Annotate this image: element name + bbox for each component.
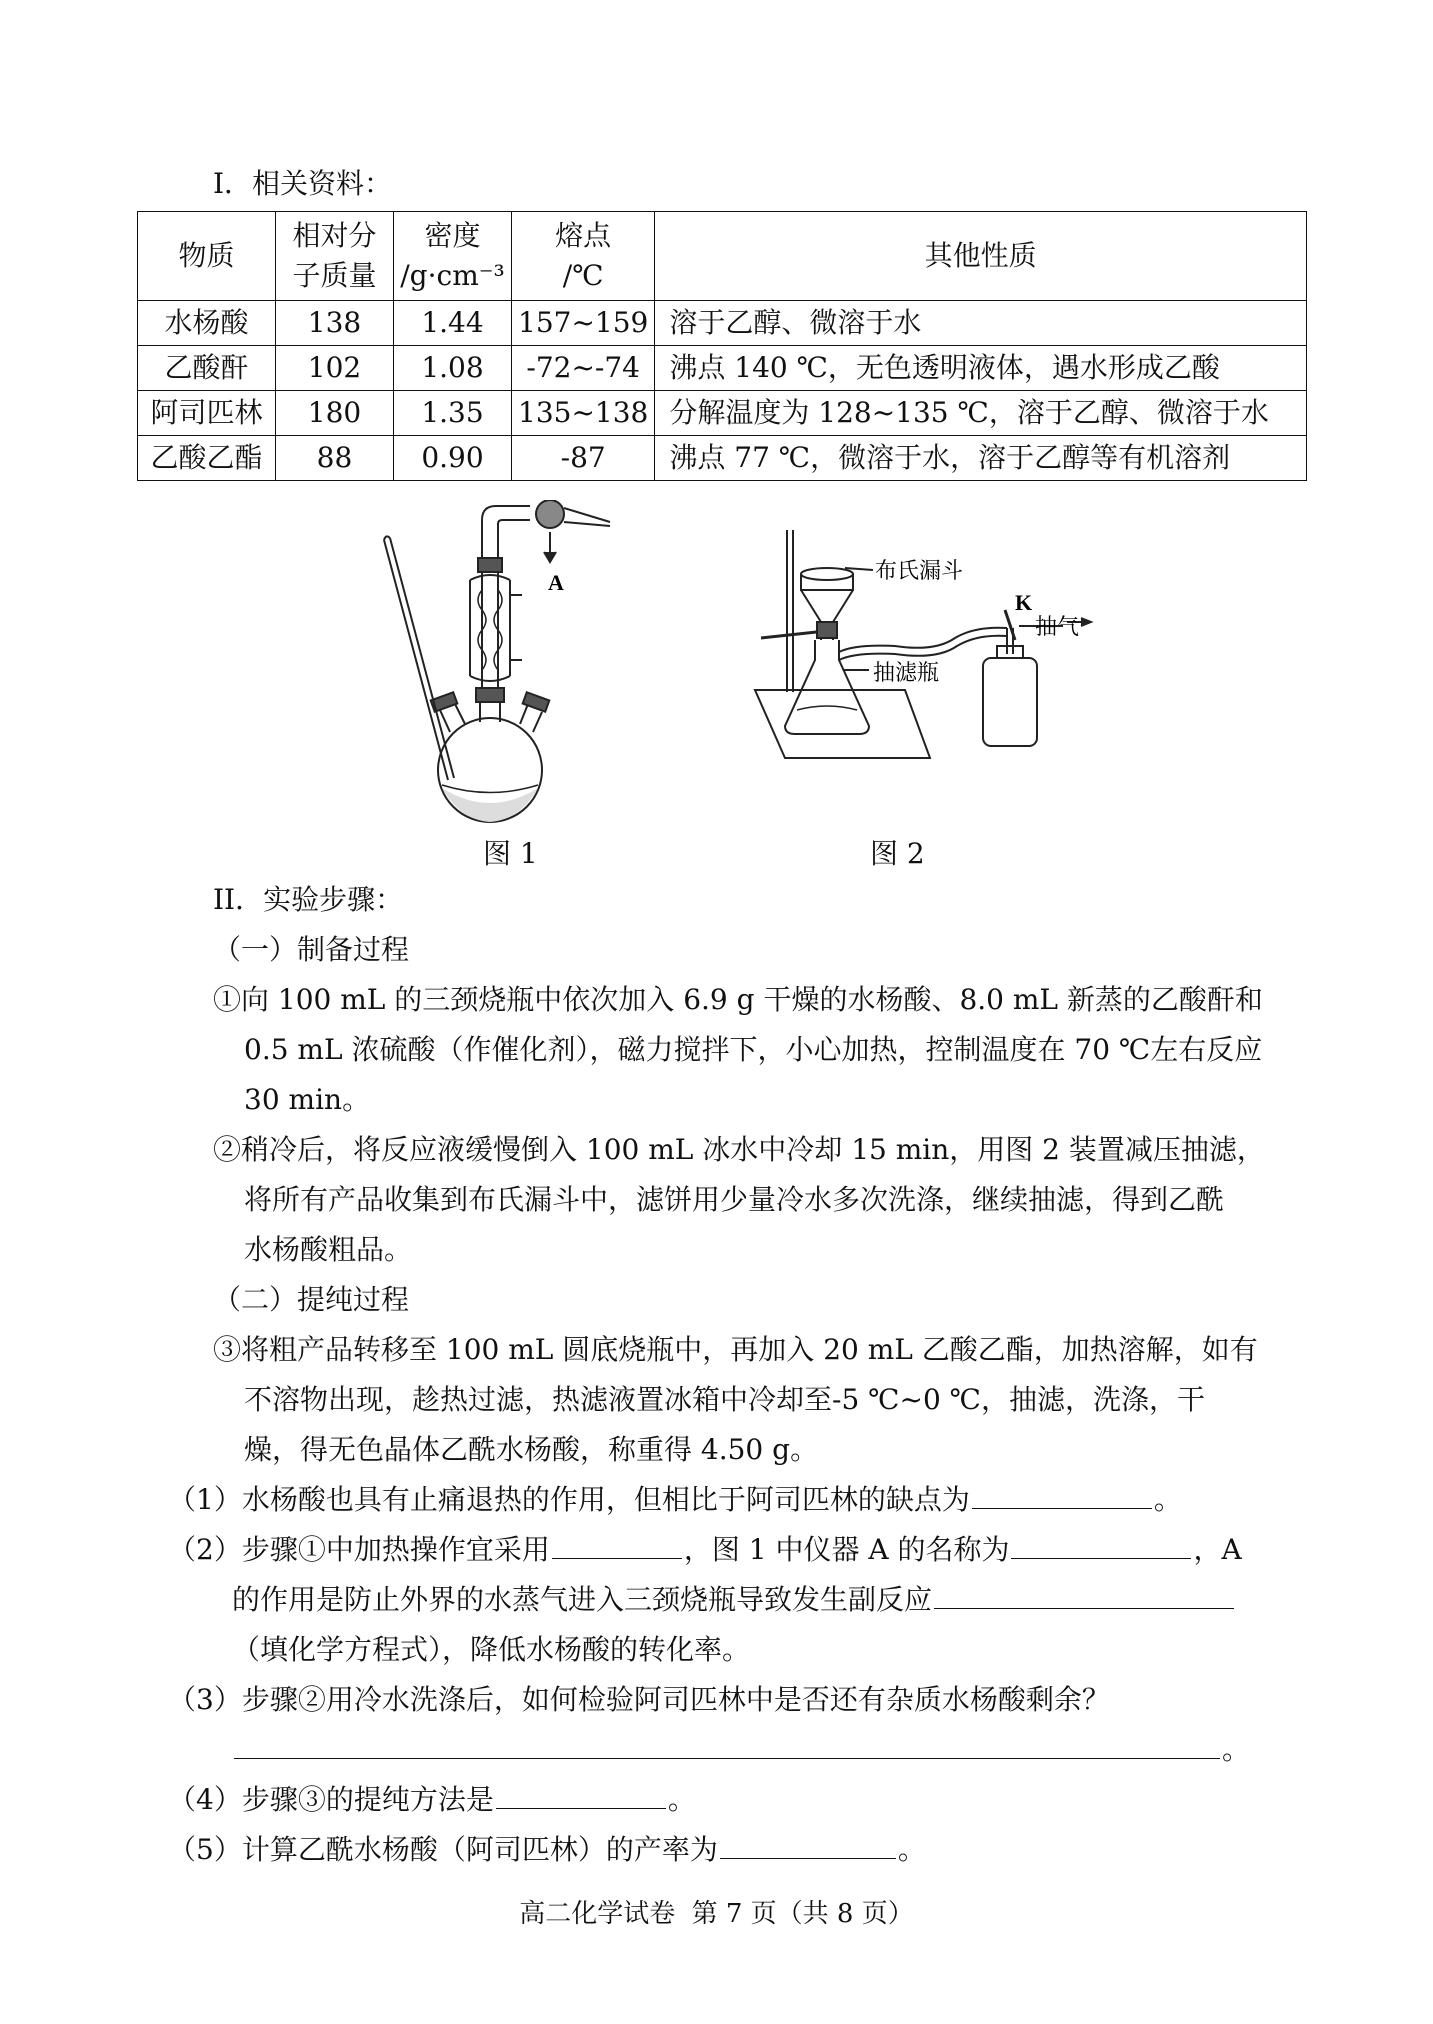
cell-name: 水杨酸: [138, 301, 276, 346]
footer-subject: 高二化学试卷: [519, 1899, 676, 1929]
table-row: [138, 346, 1307, 391]
drying-tube-a: [536, 500, 564, 528]
answer-blank[interactable]: [720, 1830, 896, 1859]
cell-mw: 102: [276, 346, 394, 391]
cell-mp: 135~138: [512, 391, 655, 436]
cell-density: 0.90: [394, 436, 512, 481]
condenser: [482, 570, 498, 688]
section-title-steps: II．实验步骤：: [213, 883, 404, 916]
step3-line2: 不溶物出现，趁热过滤，热滤液置冰箱中冷却至-5 ℃~0 ℃，抽滤，洗涤，干: [244, 1383, 1205, 1416]
cell-mw: 138: [276, 301, 394, 346]
header-density: 密度 /g·cm⁻³: [394, 212, 512, 301]
page-footer: [0, 1893, 1433, 1930]
header-melting-point: 熔点 /℃: [512, 212, 655, 301]
cell-mw: 180: [276, 391, 394, 436]
section-title-materials: I．相关资料：: [213, 167, 393, 200]
table-row: [138, 301, 1307, 346]
label-suction-flask: 抽滤瓶: [873, 661, 940, 686]
part-title-preparation: （一）制备过程: [213, 933, 410, 966]
cell-density: 1.44: [394, 301, 512, 346]
cell-mp: -87: [512, 436, 655, 481]
cell-other: 溶于乙醇、微溶于水: [655, 301, 1307, 346]
step3-line1: ③将粗产品转移至 100 mL 圆底烧瓶中，再加入 20 mL 乙酸乙酯，加热溶解，如有: [213, 1333, 1258, 1366]
buchner-funnel: [801, 568, 853, 580]
answer-blank[interactable]: [1011, 1530, 1191, 1559]
question-2-line1: （2）步骤①中加热操作宜采用 ，图 1 中仪器 A 的名称为 ，A: [168, 1530, 1242, 1570]
properties-table: [137, 211, 1307, 481]
cell-name: 阿司匹林: [138, 391, 276, 436]
question-4: （4）步骤③的提纯方法是 。: [168, 1780, 696, 1820]
question-5: （5）计算乙酰水杨酸（阿司匹林）的产率为 。: [168, 1830, 926, 1870]
cell-mp: -72~-74: [512, 346, 655, 391]
cell-name: 乙酸酐: [138, 346, 276, 391]
part-title-purification: （二）提纯过程: [213, 1283, 410, 1316]
label-a: A: [548, 570, 564, 595]
table-header-row: [138, 212, 1307, 301]
header-molecular-weight: 相对分 子质量: [276, 212, 394, 301]
step2-line3: 水杨酸粗品。: [244, 1233, 413, 1266]
figure1-apparatus: [370, 500, 640, 830]
header-other-properties: 其他性质: [655, 212, 1307, 301]
answer-blank[interactable]: [972, 1480, 1152, 1509]
step1-line1: ①向 100 mL 的三颈烧瓶中依次加入 6.9 g 干燥的水杨酸、8.0 mL 新蒸的乙酸酐和: [213, 983, 1263, 1016]
table-row: [138, 391, 1307, 436]
stand-base: [755, 690, 930, 758]
answer-blank[interactable]: [552, 1530, 682, 1559]
question-3-answer-line: 。: [232, 1730, 1250, 1770]
figure2-caption: 图 2: [870, 837, 925, 870]
answer-blank[interactable]: [934, 1580, 1234, 1609]
cell-name: 乙酸乙酯: [138, 436, 276, 481]
trap-bottle: [983, 658, 1037, 746]
step2-line1: ②稍冷后，将反应液缓慢倒入 100 mL 冰水中冷却 15 min，用图 2 装置减压抽滤，: [213, 1133, 1265, 1166]
label-buchner-funnel: 布氏漏斗: [875, 559, 964, 584]
thermometer: [384, 538, 454, 780]
cell-other: 沸点 77 ℃，微溶于水，溶于乙醇等有机溶剂: [655, 436, 1307, 481]
question-2-line3: （填化学方程式），降低水杨酸的转化率。: [232, 1633, 751, 1666]
step1-line2: 0.5 mL 浓硫酸（作催化剂），磁力搅拌下，小心加热，控制温度在 70 ℃左右反应: [244, 1033, 1263, 1066]
cell-density: 1.35: [394, 391, 512, 436]
cell-density: 1.08: [394, 346, 512, 391]
cell-mw: 88: [276, 436, 394, 481]
step2-line2: 将所有产品收集到布氏漏斗中，滤饼用少量冷水多次洗涤，继续抽滤，得到乙酰: [244, 1183, 1225, 1216]
cell-other: 分解温度为 128~135 ℃，溶于乙醇、微溶于水: [655, 391, 1307, 436]
step3-line3: 燥，得无色晶体乙酰水杨酸，称重得 4.50 g。: [244, 1433, 819, 1466]
figure2-apparatus: [745, 530, 1115, 760]
cell-mp: 157~159: [512, 301, 655, 346]
cell-other: 沸点 140 ℃，无色透明液体，遇水形成乙酸: [655, 346, 1307, 391]
answer-blank[interactable]: [234, 1730, 1220, 1759]
figure1-caption: 图 1: [483, 837, 538, 870]
question-2-line2: 的作用是防止外界的水蒸气进入三颈烧瓶导致发生副反应: [232, 1580, 1236, 1620]
label-suction: 抽气: [1035, 615, 1080, 640]
question-1: （1）水杨酸也具有止痛退热的作用，但相比于阿司匹林的缺点为 。: [168, 1480, 1182, 1520]
header-substance: 物质: [138, 212, 276, 301]
label-k: K: [1015, 590, 1033, 615]
step1-line3: 30 min。: [244, 1083, 371, 1116]
answer-blank[interactable]: [496, 1780, 666, 1809]
footer-page-number: 第 7 页（共 8 页）: [691, 1899, 914, 1929]
table-row: [138, 436, 1307, 481]
question-3: （3）步骤②用冷水洗涤后，如何检验阿司匹林中是否还有杂质水杨酸剩余？: [168, 1683, 1110, 1716]
